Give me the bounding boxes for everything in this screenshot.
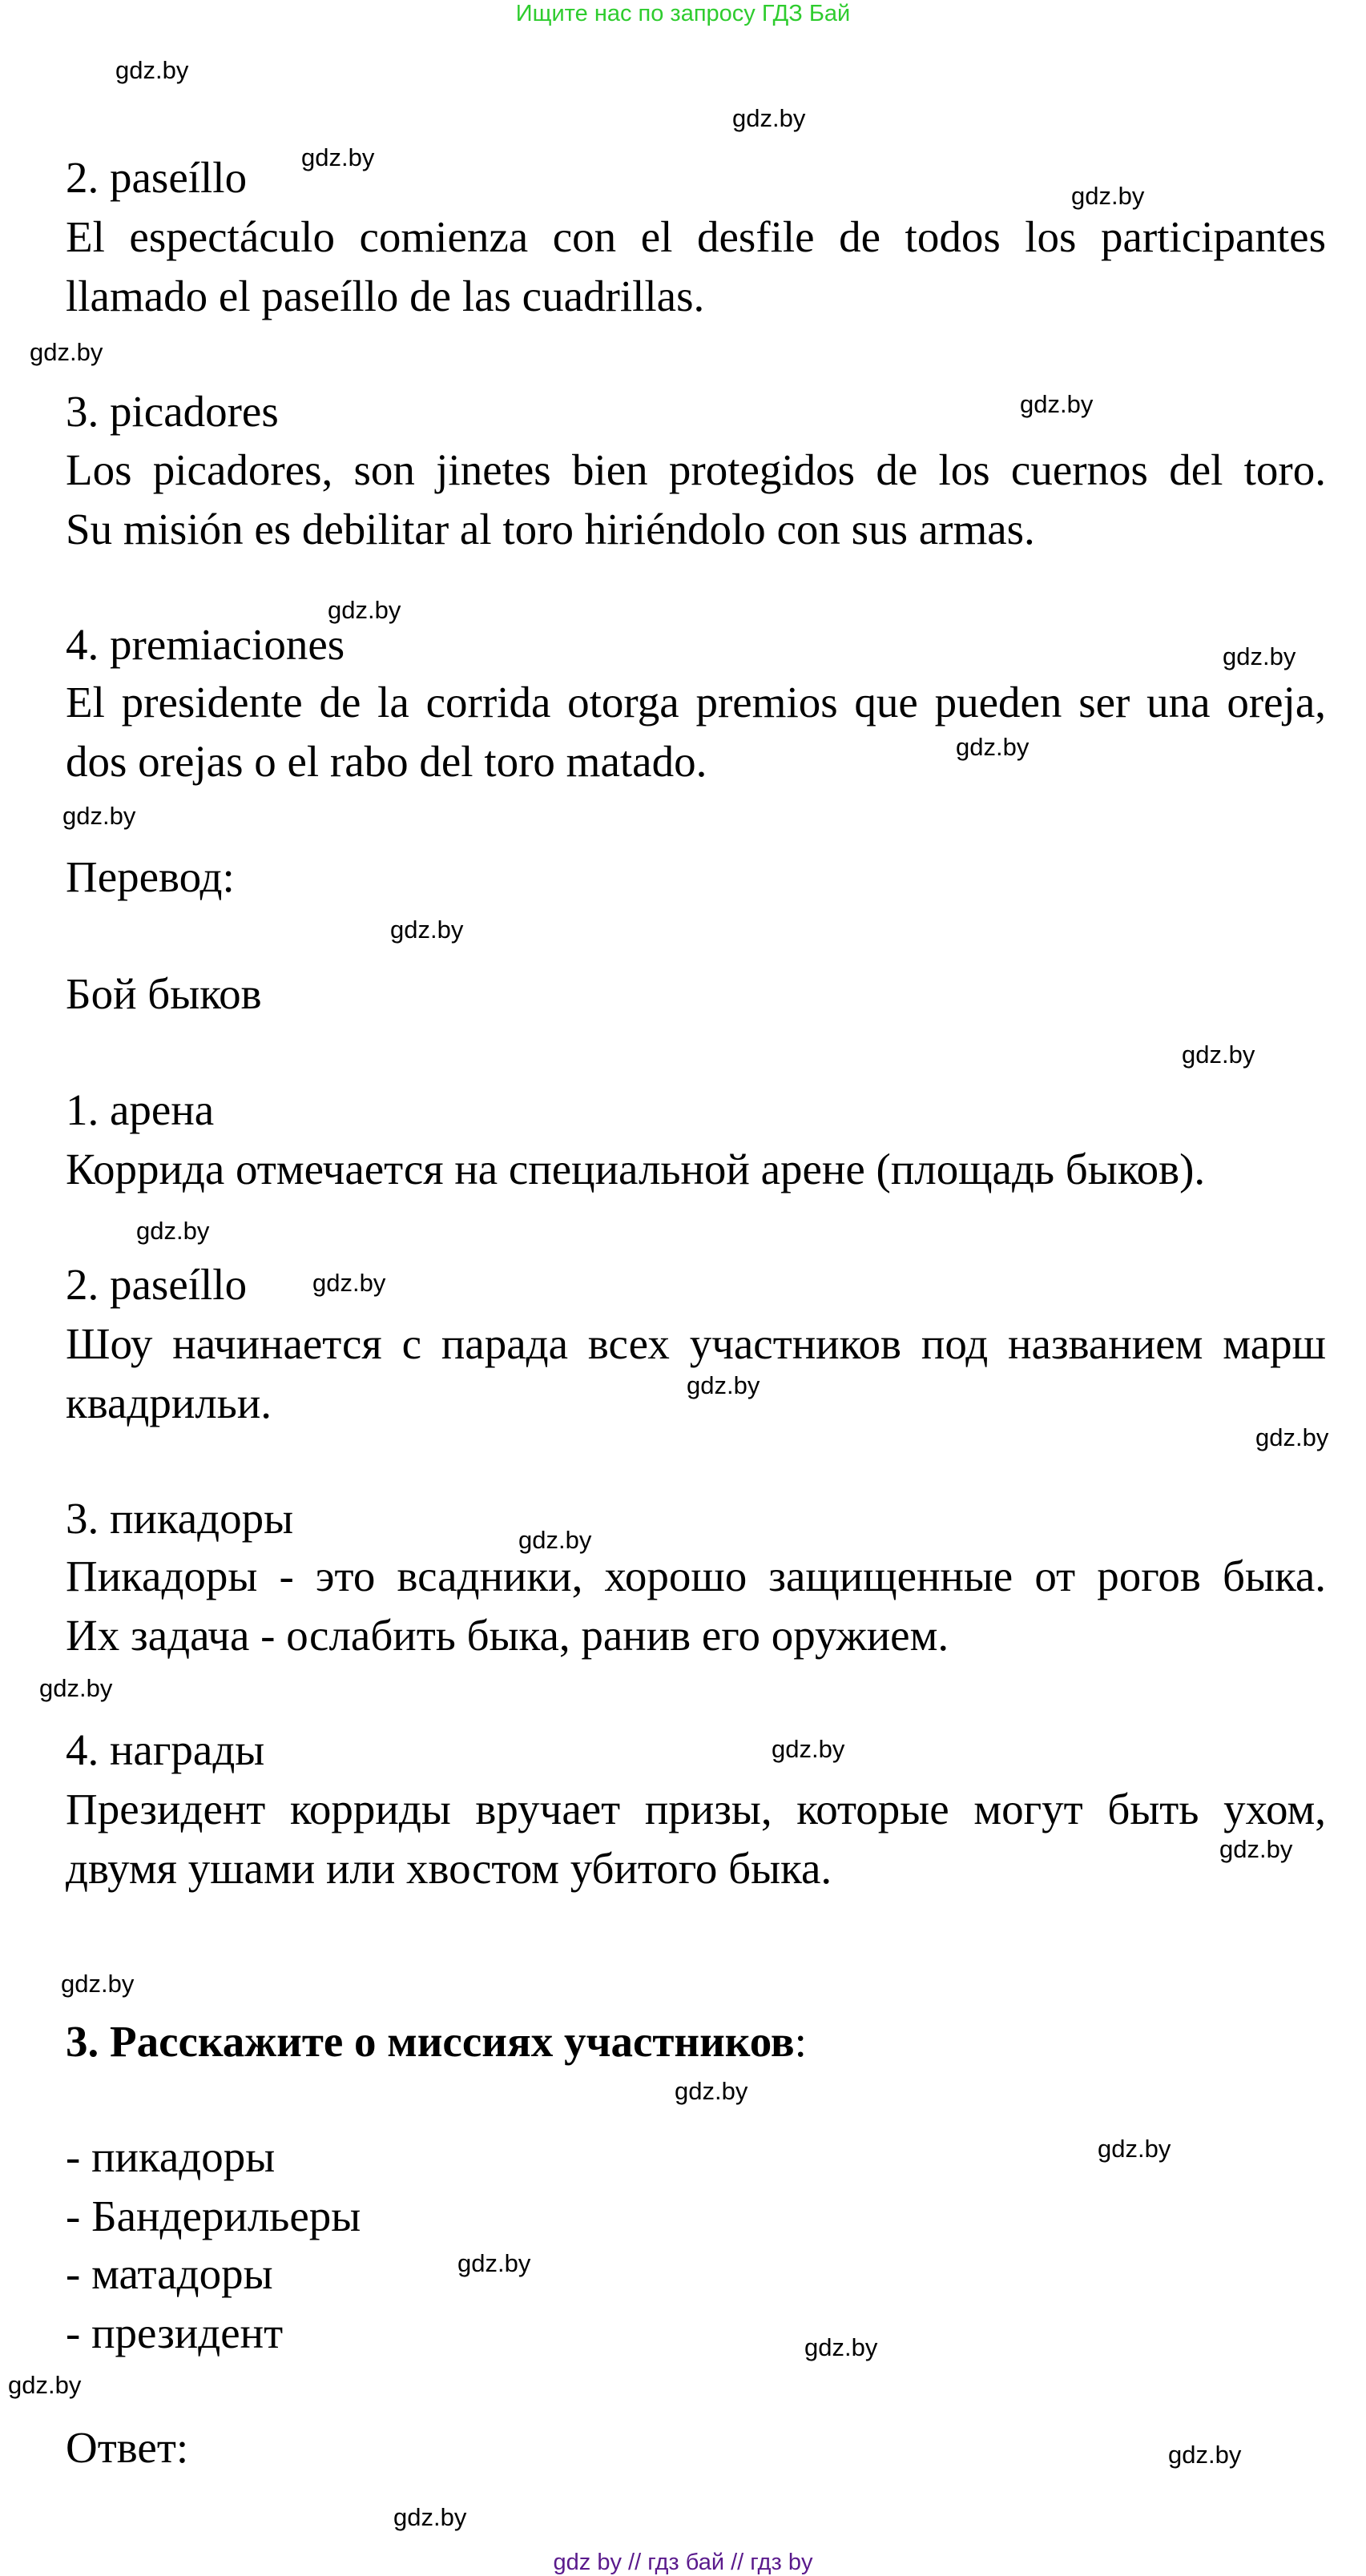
watermark: gdz.by xyxy=(312,1269,386,1297)
paragraph-line: Президент корриды вручает призы, которые могут быть ухом, xyxy=(66,1785,1326,1833)
heading-picadores-ru: 3. пикадоры xyxy=(66,1494,294,1543)
watermark: gdz.by xyxy=(136,1217,210,1245)
paragraph-line: Пикадоры - это всадники, хорошо защищенные от рогов быка. xyxy=(66,1552,1326,1600)
watermark: gdz.by xyxy=(62,802,136,830)
list-item: - Бандерильеры xyxy=(66,2192,361,2240)
paragraph-line: Los picadores, son jinetes bien protegidos de los cuernos del toro. xyxy=(66,445,1326,494)
paragraph-line: Su misión es debilitar al toro hiriéndolo con sus armas. xyxy=(66,505,1035,553)
translation-title: Бой быков xyxy=(66,969,262,1018)
paragraph-line: El presidente de la corrida otorga premios que pueden ser una oreja, xyxy=(66,678,1326,727)
list-item: - президент xyxy=(66,2308,284,2357)
translation-label: Перевод: xyxy=(66,852,235,901)
paragraph-line: Коррида отмечается на специальной арене (площадь быков). xyxy=(66,1145,1206,1193)
paragraph-line: llamado el paseíllo de las cuadrillas. xyxy=(66,272,705,320)
paragraph-line: Шоу начинается с парада всех участников под названием марш xyxy=(66,1319,1326,1368)
watermark: gdz.by xyxy=(1182,1040,1255,1069)
heading-awards-ru: 4. награды xyxy=(66,1725,265,1774)
heading-paseillo-es: 2. paseíllo xyxy=(66,153,248,202)
task-heading xyxy=(66,2012,1326,2071)
watermark: gdz.by xyxy=(1071,182,1145,210)
list-item: - пикадоры xyxy=(66,2132,276,2181)
task-colon: : xyxy=(794,2017,807,2066)
watermark: gdz.by xyxy=(772,1735,845,1763)
watermark: gdz.by xyxy=(1168,2441,1242,2469)
watermark: gdz.by xyxy=(39,1674,113,1702)
watermark: gdz.by xyxy=(393,2503,467,2531)
watermark: gdz.by xyxy=(804,2333,878,2361)
paragraph-line: dos orejas o el rabo del toro matado. xyxy=(66,737,707,786)
paragraph-line: El espectáculo comienza con el desfile de todos los participantes xyxy=(66,212,1326,261)
watermark: gdz.by xyxy=(675,2077,748,2105)
watermark: gdz.by xyxy=(30,338,103,366)
watermark: gdz.by xyxy=(390,916,464,944)
watermark: gdz.by xyxy=(457,2249,531,2277)
watermark: gdz.by xyxy=(518,1526,592,1554)
heading-picadores-es: 3. picadores xyxy=(66,387,279,436)
answer-label: Ответ: xyxy=(66,2423,189,2472)
search-hint-banner: Ищите нас по запросу ГДЗ Бай xyxy=(515,1,851,26)
watermark: gdz.by xyxy=(1098,2135,1171,2163)
watermark: gdz.by xyxy=(1020,390,1094,418)
paragraph-line: двумя ушами или хвостом убитого быка. xyxy=(66,1844,832,1893)
watermark: gdz.by xyxy=(687,1371,760,1399)
watermark: gdz.by xyxy=(732,104,806,132)
watermark: gdz.by xyxy=(1255,1423,1329,1451)
watermark: gdz.by xyxy=(956,733,1030,761)
heading-premiaciones-es: 4. premiaciones xyxy=(66,620,345,669)
task-title: 3. Расскажите о миссиях участников xyxy=(66,2017,795,2066)
watermark: gdz.by xyxy=(61,1970,135,1998)
watermark: gdz.by xyxy=(301,143,375,171)
heading-arena-ru: 1. арена xyxy=(66,1085,215,1134)
watermark: gdz.by xyxy=(328,596,401,624)
heading-paseillo-ru: 2. paseíllo xyxy=(66,1260,248,1309)
watermark: gdz.by xyxy=(8,2371,82,2399)
watermark: gdz.by xyxy=(115,56,189,84)
watermark: gdz.by xyxy=(1223,642,1296,670)
watermark: gdz.by xyxy=(1219,1835,1293,1863)
paragraph-line: Их задача - ослабить быка, ранив его оружием. xyxy=(66,1611,949,1660)
footer-links: gdz by // гдз бай // гдз by xyxy=(553,2550,813,2575)
paragraph-line: квадрильи. xyxy=(66,1379,272,1427)
list-item: - матадоры xyxy=(66,2249,273,2298)
